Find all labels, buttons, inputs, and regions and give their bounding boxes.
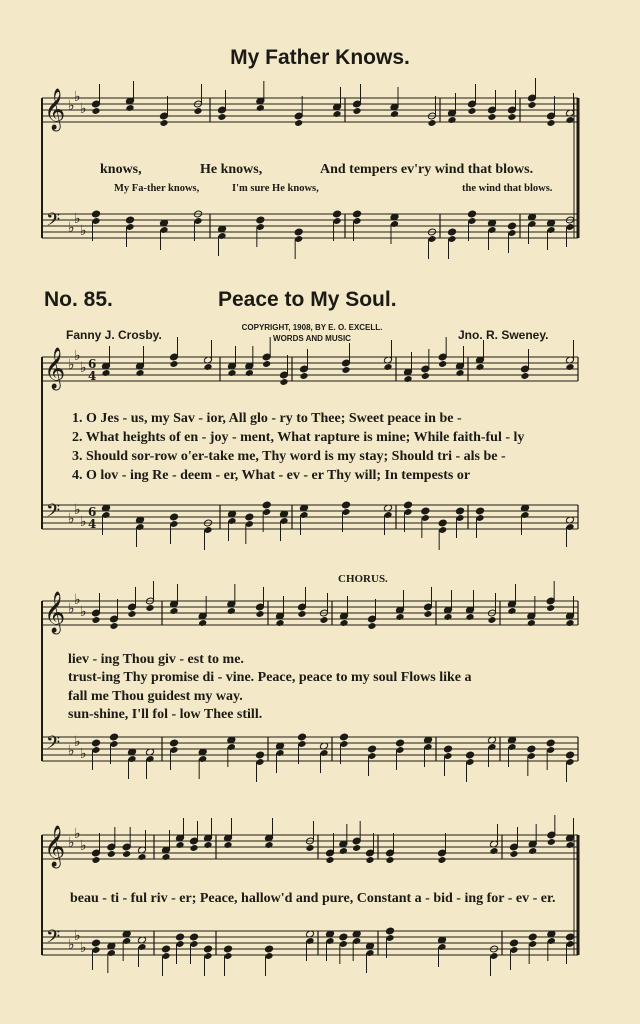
flat-icon: ♭ (74, 211, 81, 227)
note-head (109, 622, 118, 630)
note-head (91, 210, 100, 218)
note-head (437, 856, 446, 864)
note-head (421, 372, 430, 380)
note-head (203, 363, 212, 371)
treble-clef-icon: 𝄞 (44, 348, 66, 389)
note-head (489, 847, 498, 855)
top-hymn-title: My Father Knows. (230, 46, 410, 69)
note-head (101, 369, 110, 377)
note-head (137, 853, 146, 861)
copyright-line-1: COPYRIGHT, 1908, BY E. O. EXCELL. (241, 323, 383, 332)
author-credit: Fanny J. Crosby. (66, 328, 162, 342)
note-head (169, 360, 178, 368)
flat-icon: ♭ (74, 826, 81, 842)
note-head (339, 933, 348, 941)
note-head (367, 622, 376, 630)
verse-1-line-b: liev - ing Thou giv - est to me. (68, 652, 244, 667)
note-head (339, 847, 348, 855)
note-head (175, 841, 184, 849)
note-head (475, 507, 484, 515)
note-head (507, 607, 516, 615)
flat-icon: ♭ (74, 502, 81, 518)
note-head (455, 369, 464, 377)
flat-icon: ♭ (80, 360, 87, 376)
note-head (487, 616, 496, 624)
note-head (91, 616, 100, 624)
note-head (465, 613, 474, 621)
note-head (325, 856, 334, 864)
note-head (127, 610, 136, 618)
note-head (294, 119, 303, 127)
note-head (255, 610, 264, 618)
note-head (256, 216, 265, 224)
note-head (546, 739, 555, 747)
note-head (198, 619, 207, 627)
note-head (403, 501, 412, 509)
note-head (91, 856, 100, 864)
note-head (565, 751, 574, 759)
chorus-label: CHORUS. (338, 573, 388, 585)
final-lyric-line: beau - ti - ful riv - er; Peace, hallow'd and pure, Constant a - bid - ing for - ev - er. (70, 891, 556, 906)
note-head (319, 616, 328, 624)
bass-clef-icon: 𝄢 (46, 927, 61, 952)
note-head (438, 360, 447, 368)
flat-icon: ♭ (80, 838, 87, 854)
note-head (352, 210, 361, 218)
note-head (365, 856, 374, 864)
note-head (262, 501, 271, 509)
copyright-notice (222, 322, 402, 344)
note-head (527, 101, 536, 109)
top-echo-1: My Fa-ther knows, (114, 183, 200, 194)
note-head (395, 613, 404, 621)
note-head (467, 210, 476, 218)
note-head (467, 107, 476, 115)
note-head (395, 739, 404, 747)
bass-clef-icon: 𝄢 (46, 733, 61, 758)
note-head (509, 939, 518, 947)
top-lyric-2: He knows, (200, 162, 263, 177)
top-echo-3: the wind that blows. (462, 183, 553, 194)
flat-icon: ♭ (80, 604, 87, 620)
note-head (294, 228, 303, 236)
note-head (109, 733, 118, 741)
flat-icon: ♭ (74, 89, 81, 105)
note-head (223, 945, 232, 953)
flat-icon: ♭ (80, 514, 87, 530)
hymn-number: No. 85. (44, 288, 113, 311)
note-head (91, 107, 100, 115)
note-head (507, 222, 516, 230)
note-head (565, 116, 574, 124)
note-head (169, 607, 178, 615)
flat-icon: ♭ (68, 743, 75, 759)
note-head (256, 104, 265, 112)
flat-icon: ♭ (74, 348, 81, 364)
note-head (122, 850, 131, 858)
note-head (403, 375, 412, 383)
note-head (161, 853, 170, 861)
flat-icon: ♭ (80, 940, 87, 956)
copyright-line-2: WORDS AND MUSIC (273, 334, 351, 343)
note-head (528, 847, 537, 855)
note-head (279, 378, 288, 386)
note-head (161, 945, 170, 953)
note-head (227, 369, 236, 377)
note-head (125, 216, 134, 224)
flat-icon: ♭ (80, 101, 87, 117)
note-head (264, 841, 273, 849)
note-head (227, 607, 236, 615)
bass-clef-icon: 𝄢 (46, 501, 61, 526)
verse-2-line-b: trust-ing Thy promise di - vine. Peace, peace to my soul Flows like a (68, 670, 472, 685)
note-head (527, 619, 536, 627)
note-head (264, 945, 273, 953)
note-head (193, 107, 202, 115)
composer-credit: Jno. R. Sweney. (458, 328, 549, 342)
flat-icon: ♭ (68, 220, 75, 236)
note-head (125, 104, 134, 112)
verse-2-line-a: 2. What heights of en - joy - ment, What rapture is mine; While faith-ful - ly (72, 430, 525, 445)
note-head (565, 933, 574, 941)
flat-icon: ♭ (74, 928, 81, 944)
note-head (367, 745, 376, 753)
note-head (447, 116, 456, 124)
note-head (547, 838, 556, 846)
note-head (390, 110, 399, 118)
note-head (528, 933, 537, 941)
verse-4-line-a: 4. O lov - ing Re - deem - er, What - ev - er Thy will; In tempests or (72, 468, 471, 483)
note-head (383, 363, 392, 371)
note-head (299, 372, 308, 380)
flat-icon: ♭ (68, 937, 75, 953)
note-head (546, 604, 555, 612)
verse-3-line-b: fall me Thou guidest my way. (68, 689, 243, 704)
note-head (145, 604, 154, 612)
note-head (520, 372, 529, 380)
note-head (565, 619, 574, 627)
note-head (91, 739, 100, 747)
note-head (438, 519, 447, 527)
time-signature-top: 6 (88, 357, 97, 371)
flat-icon: ♭ (68, 601, 75, 617)
note-head (565, 841, 574, 849)
note-head (135, 369, 144, 377)
flat-icon: ♭ (80, 746, 87, 762)
note-head (339, 619, 348, 627)
verse-4-line-b: sun-shine, I'll fol - low Thee still. (68, 707, 263, 722)
note-head (91, 939, 100, 947)
note-head (107, 850, 116, 858)
note-head (297, 733, 306, 741)
note-head (443, 613, 452, 621)
time-signature-bottom: 4 (88, 369, 97, 383)
verse-1-line-a: 1. O Jes - us, my Sav - ior, All glo - ry to Thee; Sweet peace in be - (72, 411, 462, 426)
flat-icon: ♭ (68, 511, 75, 527)
treble-clef-icon: 𝄞 (44, 826, 66, 867)
note-head (297, 610, 306, 618)
note-head (203, 945, 212, 953)
flat-icon: ♭ (80, 223, 87, 239)
verse-3-line-a: 3. Should sor-row o'er-take me, Thy word is my stay; Should tri - als be - (72, 449, 506, 464)
note-head (487, 113, 496, 121)
flat-icon: ♭ (74, 592, 81, 608)
note-head (507, 113, 516, 121)
note-head (223, 841, 232, 849)
note-head (275, 619, 284, 627)
note-head (443, 745, 452, 753)
note-head (427, 119, 436, 127)
note-head (546, 119, 555, 127)
note-head (245, 513, 254, 521)
note-head (352, 844, 361, 852)
note-head (169, 513, 178, 521)
note-head (203, 841, 212, 849)
flat-icon: ♭ (68, 98, 75, 114)
note-head (341, 366, 350, 374)
note-head (421, 507, 430, 515)
flat-icon: ♭ (68, 835, 75, 851)
note-head (455, 507, 464, 515)
note-head (527, 745, 536, 753)
bass-clef-icon: 𝄢 (46, 210, 61, 235)
flat-icon: ♭ (68, 357, 75, 373)
note-head (385, 927, 394, 935)
flat-icon: ♭ (74, 734, 81, 750)
top-lyric-3: And tempers ev'ry wind that blows. (320, 162, 534, 177)
note-head (465, 751, 474, 759)
note-head (189, 933, 198, 941)
time-signature-bottom: 4 (88, 517, 97, 531)
note-head (255, 751, 264, 759)
note-head (332, 110, 341, 118)
treble-clef-icon: 𝄞 (44, 89, 66, 130)
note-head (475, 363, 484, 371)
hymn-title: Peace to My Soul. (218, 288, 397, 311)
note-head (423, 610, 432, 618)
note-head (217, 113, 226, 121)
note-head (341, 501, 350, 509)
note-head (447, 228, 456, 236)
note-head (189, 844, 198, 852)
note-head (509, 850, 518, 858)
note-head (385, 856, 394, 864)
note-head (305, 844, 314, 852)
note-head (159, 119, 168, 127)
note-head (245, 369, 254, 377)
note-head (332, 210, 341, 218)
top-lyric-1: knows, (100, 162, 142, 177)
note-head (339, 733, 348, 741)
note-head (169, 739, 178, 747)
note-head (565, 363, 574, 371)
note-head (352, 107, 361, 115)
treble-clef-icon: 𝄞 (44, 592, 66, 633)
time-signature-top: 6 (88, 505, 97, 519)
top-echo-2: I'm sure He knows, (232, 183, 319, 194)
note-head (262, 360, 271, 368)
note-head (175, 933, 184, 941)
